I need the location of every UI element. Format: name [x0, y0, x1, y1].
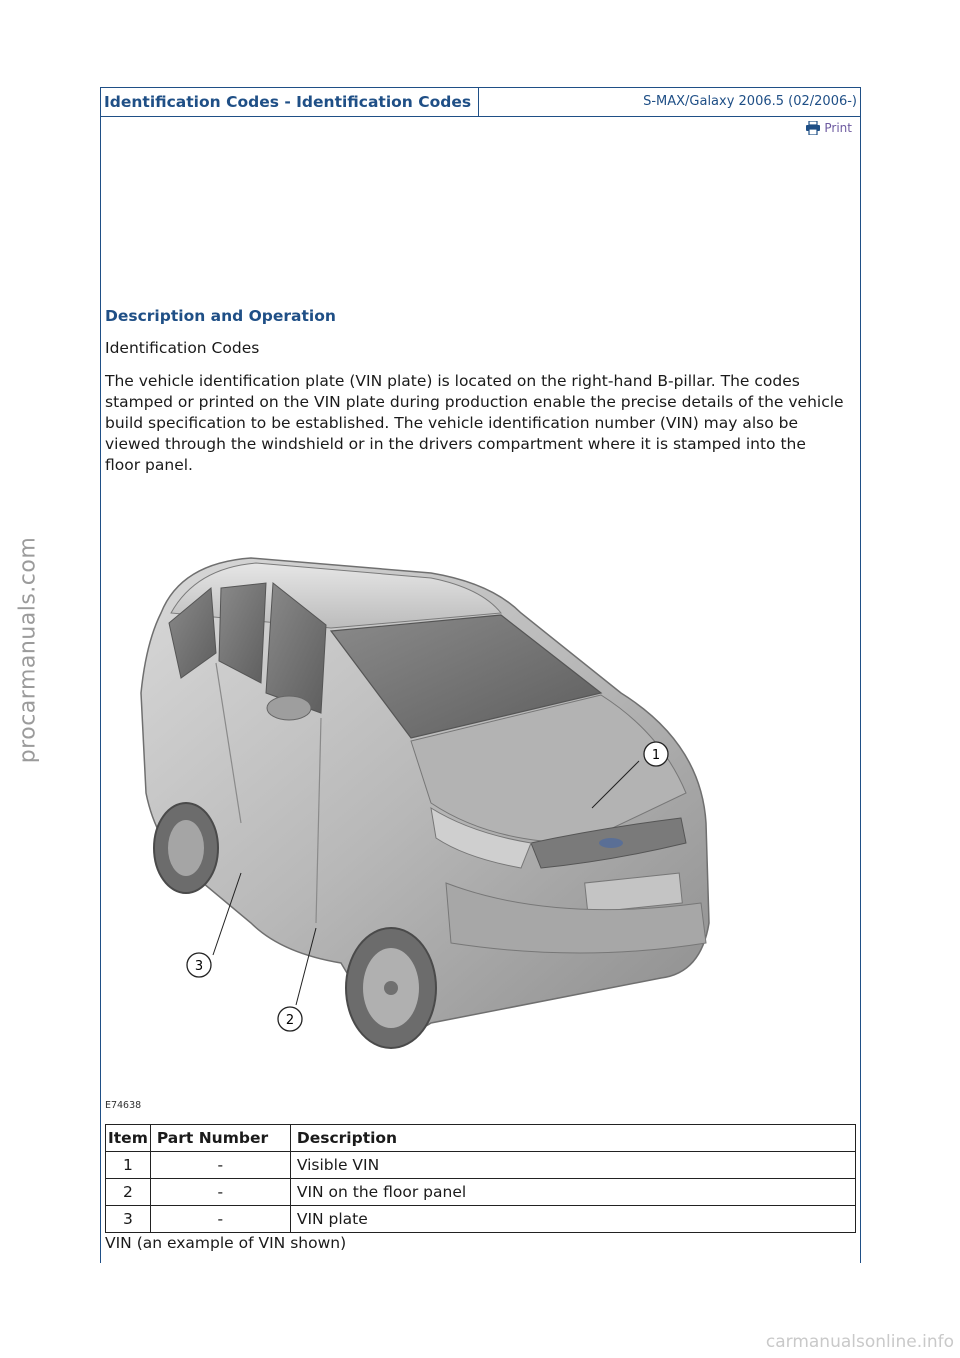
callout-3: 3: [194, 959, 204, 974]
vehicle-illustration: [101, 543, 860, 1118]
callout-1: 1: [651, 748, 661, 763]
table-header-row: [106, 1125, 856, 1152]
bottom-watermark: carmanualsonline.info: [765, 1332, 954, 1352]
document-frame: [100, 87, 861, 1263]
header-item: Item: [106, 1125, 151, 1152]
parts-table: [105, 1124, 856, 1233]
document-header: [101, 88, 860, 117]
printer-icon: [805, 121, 821, 135]
row-item: 1: [106, 1152, 151, 1179]
side-watermark: procarmanuals.com: [15, 536, 41, 764]
row-description: Visible VIN: [290, 1152, 855, 1179]
table-row: [106, 1152, 856, 1179]
body-paragraph: The vehicle identification plate (VIN plate) is located on the right-hand B-pillar. The codes stamped or printed on the VIN plate during production enable the precise details of the vehicle build specification to be established. The vehicle identification number (VIN) may also be viewed through the windshield or in the drivers compartment where it is stamped into the floor panel.: [105, 372, 844, 474]
vin-caption: VIN (an example of VIN shown): [105, 1234, 347, 1252]
header-description: Description: [290, 1125, 855, 1152]
print-label: Print: [824, 121, 852, 135]
section-heading: Description and Operation: [105, 307, 336, 325]
print-button[interactable]: [805, 121, 852, 135]
figure-id: E74638: [105, 1100, 142, 1111]
page-title: Identification Codes - Identification Codes: [101, 88, 479, 116]
row-part-number: -: [150, 1179, 290, 1206]
table-row: [106, 1179, 856, 1206]
row-part-number: -: [150, 1152, 290, 1179]
row-item: 2: [106, 1179, 151, 1206]
table-row: [106, 1206, 856, 1233]
row-description: VIN plate: [290, 1206, 855, 1233]
model-label: S-MAX/Galaxy 2006.5 (02/2006-): [643, 94, 857, 109]
row-description: VIN on the floor panel: [290, 1179, 855, 1206]
callout-2: 2: [285, 1013, 295, 1028]
header-part-number: Part Number: [150, 1125, 290, 1152]
row-part-number: -: [150, 1206, 290, 1233]
sub-heading: Identification Codes: [105, 339, 260, 357]
row-item: 3: [106, 1206, 151, 1233]
